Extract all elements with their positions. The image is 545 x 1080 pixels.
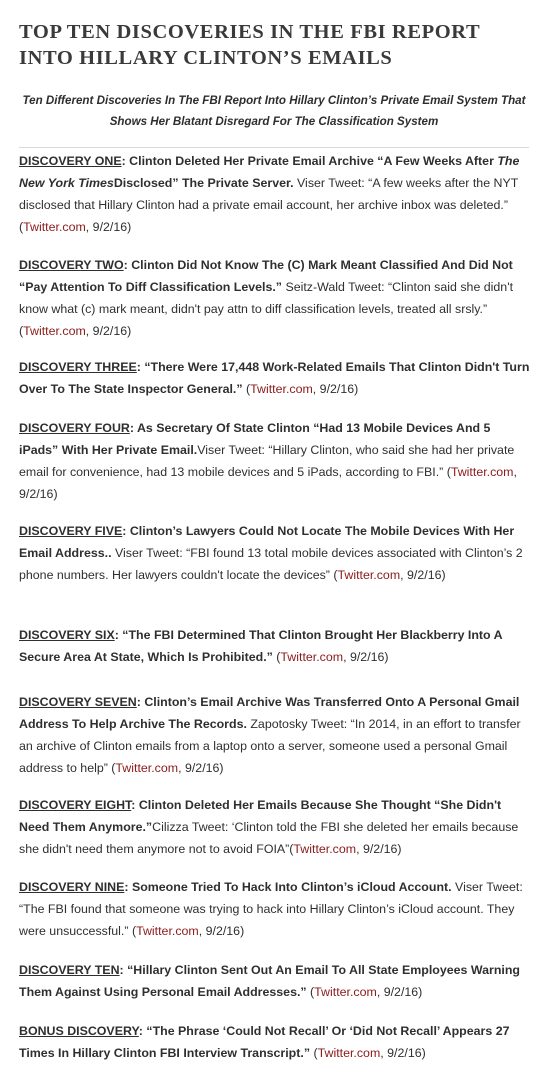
source-date: , 9/2/16): [343, 650, 389, 664]
discovery-label: BONUS DISCOVERY: [19, 1024, 139, 1038]
discovery-headline: Clinton’s Email Archive Was Transferred Onto A Personal Gmail Address To Help Archive The Records.: [19, 695, 520, 731]
discovery-headline: Clinton Deleted Her Private Email Archive “A Few Weeks After: [129, 154, 498, 168]
discovery-headline: “The FBI Determined That Clinton Brought Her Blackberry Into A Secure Area At State, Which Is Prohibited.”: [19, 628, 503, 664]
source-date: , 9/2/16): [85, 324, 132, 338]
discovery-headline: Clinton Did Not Know The (C) Mark Meant Classified And Did Not “Pay Attention To Diff Classification Levels.”: [19, 258, 513, 294]
discovery-item-four: [19, 417, 531, 505]
discovery-quote: Cilizza Tweet: ‘Clinton told the FBI she deleted her emails because she didn't need them anymore not to avoid FOIA”(: [19, 820, 519, 856]
discovery-separator: :: [123, 258, 132, 272]
discovery-item-nine: [19, 876, 531, 942]
source-link[interactable]: Twitter.com: [450, 465, 514, 479]
source-date: , 9/2/16): [356, 842, 402, 856]
discovery-label: DISCOVERY TEN: [19, 963, 120, 977]
discovery-separator: :: [138, 1024, 147, 1038]
source-link[interactable]: Twitter.com: [314, 985, 377, 999]
discovery-label: DISCOVERY NINE: [19, 880, 125, 894]
source-link[interactable]: Twitter.com: [136, 924, 199, 938]
discovery-quote: Viser Tweet: “Hillary Clinton, who said she had her private email for convenience, had 13 mobile devices and 5 iPads, according to FBI.” (: [19, 443, 515, 479]
discovery-headline: “Hillary Clinton Sent Out An Email To All State Employees Warning Them Against Using Personal Email Addresses.”: [19, 963, 520, 999]
discovery-label: DISCOVERY ONE: [19, 154, 122, 168]
discovery-headline-italic: The New York Times: [19, 154, 520, 190]
discovery-separator: :: [129, 421, 137, 435]
discovery-label: DISCOVERY EIGHT: [19, 798, 132, 812]
source-link[interactable]: Twitter.com: [280, 650, 344, 664]
discovery-separator: :: [119, 963, 128, 977]
source-date: , 9/2/16): [312, 382, 359, 396]
source-link[interactable]: Twitter.com: [293, 842, 357, 856]
discovery-quote: Viser Tweet: “FBI found 13 total mobile devices associated with Clinton’s 2 phone numbers. Her lawyers couldn't locate the devices” (: [19, 546, 523, 582]
discovery-item-one: [19, 150, 531, 238]
discovery-separator: :: [136, 695, 145, 709]
source-link[interactable]: Twitter.com: [115, 761, 179, 775]
discovery-quote: Viser Tweet: “A few weeks after the NYT disclosed that Hillary Clinton had a private email account, her archive inbox was deleted.” (: [19, 176, 519, 234]
source-date: , 9/2/16): [376, 985, 423, 999]
discovery-label: DISCOVERY SIX: [19, 628, 115, 642]
source-link[interactable]: Twitter.com: [337, 568, 401, 582]
discovery-label: DISCOVERY FOUR: [19, 421, 130, 435]
source-date: , 9/2/16): [19, 465, 517, 501]
discovery-quote: Zapotosky Tweet: “In 2014, in an effort to transfer an archive of Clinton emails from a laptop onto a server, someone used a personal Gmail address to help” (: [19, 717, 521, 775]
article-subtitle: Ten Different Discoveries In The FBI Report Into Hillary Clinton’s Private Email System That Shows Her Blatant Disregard For The Classification System: [22, 94, 526, 128]
discovery-item-bonus: [19, 1020, 531, 1064]
discovery-label: DISCOVERY SEVEN: [19, 695, 137, 709]
discovery-quote: (: [310, 1046, 318, 1060]
discovery-headline: Clinton Deleted Her Emails Because She Thought “She Didn't Need Them Anymore.”: [19, 798, 502, 834]
divider: [19, 147, 529, 148]
discovery-separator: :: [136, 360, 145, 374]
discovery-label: DISCOVERY TWO: [19, 258, 124, 272]
discovery-item-ten: [19, 959, 531, 1003]
source-date: , 9/2/16): [400, 568, 446, 582]
discovery-item-eight: [19, 794, 531, 860]
discovery-headline: “There Were 17,448 Work-Related Emails That Clinton Didn't Turn Over To The State Inspector General.”: [19, 360, 530, 396]
source-date: , 9/2/16): [178, 761, 224, 775]
discovery-quote: Seitz-Wald Tweet: “Clinton said she didn't know what (c) mark meant, didn't pay attn to diff classification levels, treated all srsly.” (: [19, 280, 514, 338]
discovery-label: DISCOVERY FIVE: [19, 524, 123, 538]
discovery-headline: As Secretary Of State Clinton “Had 13 Mobile Devices And 5 iPads” With Her Private Email.: [19, 421, 491, 457]
discovery-headline: “The Phrase ‘Could Not Recall’ Or ‘Did Not Recall’ Appears 27 Times In Hillary Clinton FBI Interview Transcript.”: [19, 1024, 510, 1060]
discovery-quote: (: [306, 985, 315, 999]
source-date: , 9/2/16): [85, 220, 132, 234]
source-link[interactable]: Twitter.com: [23, 324, 86, 338]
discovery-item-two: [19, 254, 531, 342]
source-link[interactable]: Twitter.com: [250, 382, 313, 396]
discovery-separator: :: [124, 880, 132, 894]
discovery-separator: :: [131, 798, 139, 812]
discovery-item-three: [19, 356, 531, 400]
article-title: TOP TEN DISCOVERIES IN THE FBI REPORT INTO HILLARY CLINTON’S EMAILS: [19, 21, 480, 69]
source-date: , 9/2/16): [198, 924, 245, 938]
source-date: , 9/2/16): [380, 1046, 426, 1060]
discovery-headline: Someone Tried To Hack Into Clinton’s iCloud Account.: [131, 880, 452, 894]
discovery-headline: Clinton’s Lawyers Could Not Locate The Mobile Devices With Her Email Address..: [19, 524, 515, 560]
discovery-label: DISCOVERY THREE: [19, 360, 137, 374]
discovery-separator: :: [122, 524, 130, 538]
discovery-separator: :: [114, 628, 123, 642]
discovery-item-five: [19, 520, 531, 586]
discovery-quote: (: [242, 382, 251, 396]
discovery-item-seven: [19, 691, 531, 779]
discovery-quote: Viser Tweet: “The FBI found that someone was trying to hack into Hillary Clinton’s iCloud account. They were unsuccessful.” (: [19, 880, 523, 938]
discovery-quote: (: [272, 650, 281, 664]
source-link[interactable]: Twitter.com: [317, 1046, 381, 1060]
discovery-headline: Disclosed” The Private Server.: [113, 176, 294, 190]
source-link[interactable]: Twitter.com: [23, 220, 86, 234]
discovery-item-six: [19, 624, 531, 668]
discovery-separator: :: [121, 154, 130, 168]
